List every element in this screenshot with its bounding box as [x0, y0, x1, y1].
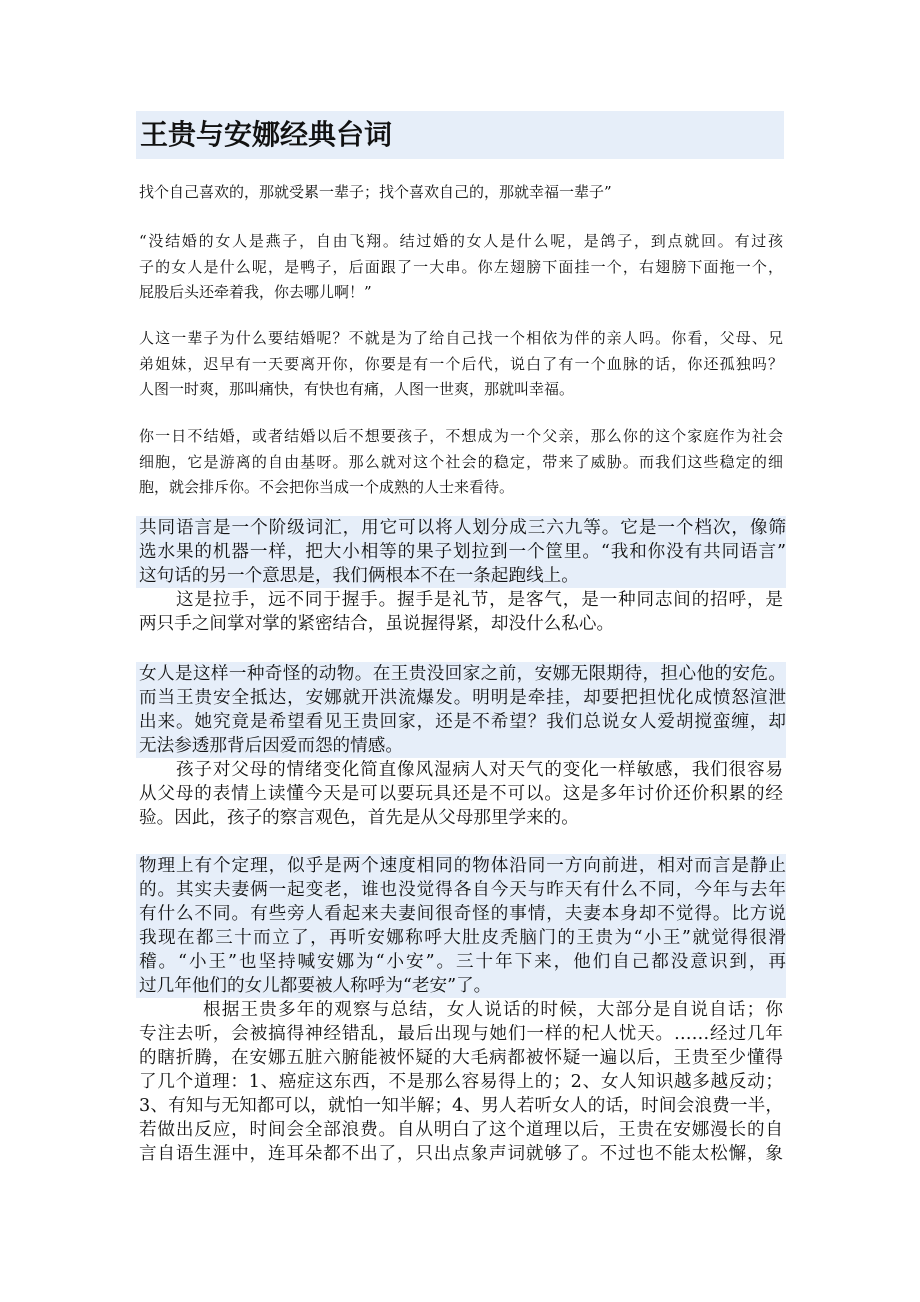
highlighted-paragraph — [136, 662, 786, 758]
text-line: 了几个道理：1、癌症这东西，不是那么容易得上的；2、女人知识越多越反动； — [139, 1072, 783, 1092]
text-line: 从父母的表情上读懂今天是可以要玩具还是不可以。这是多年讨价还价积累的经 — [139, 784, 783, 804]
text-line: 过几年他们的女儿都要被人称呼为“老安”了。 — [139, 976, 492, 996]
paragraph — [139, 424, 783, 501]
text-line: 根据王贵多年的观察与总结，女人说话的时候，大部分是自说自话；你 — [203, 1000, 783, 1020]
paragraph — [139, 998, 783, 1166]
text-line: 出来。她究竟是希望看见王贵回家，还是不希望？我们总说女人爱胡搅蛮缠，却 — [139, 712, 786, 732]
text-line: 这是拉手，远不同于握手。握手是礼节，是客气，是一种同志间的招呼，是 — [176, 590, 783, 610]
text-line: 的。其实夫妻俩一起变老，谁也没觉得各自今天与昨天有什么不同，今年与去年 — [139, 880, 786, 900]
text-line: 找个自己喜欢的，那就受累一辈子；找个喜欢自己的，那就幸福一辈子” — [139, 183, 612, 201]
text-line: 若做出反应，时间会全部浪费。自从明白了这个道理以后，王贵在安娜漫长的自 — [139, 1120, 783, 1140]
text-line: 女人是这样一种奇怪的动物。在王贵没回家之前，安娜无限期待，担心他的安危。 — [139, 664, 786, 684]
text-line: 子的女人是什么呢，是鸭子，后面跟了一大串。你左翅膀下面挂一个，右翅膀下面拖一个， — [139, 257, 783, 276]
text-line: 弟姐妹，迟早有一天要离开你，你要是有一个后代，说白了有一个血脉的话，你还孤独吗？ — [139, 354, 783, 373]
text-line: “没结婚的女人是燕子，自由飞翔。结过婚的女人是什么呢，是鸽子，到点就回。有过孩 — [139, 232, 783, 250]
text-line: 验。因此，孩子的察言观色，首先是从父母那里学来的。 — [139, 808, 579, 828]
paragraph — [139, 326, 783, 403]
paragraph — [139, 229, 783, 306]
text-line: 稽。“小王”也坚持喊安娜为“小安”。三十年下来，他们自己都没意识到，再 — [139, 952, 786, 972]
text-line: 胞，就会排斥你。不会把你当成一个成熟的人士来看待。 — [139, 478, 515, 496]
text-line: 这句话的另一个意思是，我们俩根本不在一条起跑线上。 — [139, 566, 579, 586]
text-line: 物理上有个定理，似乎是两个速度相同的物体沿同一方向前进，相对而言是静止 — [139, 856, 786, 876]
text-line: 人图一时爽，那叫痛快，有快也有痛，人图一世爽，那就叫幸福。 — [139, 380, 575, 398]
paragraph — [139, 758, 783, 830]
text-line: 孩子对父母的情绪变化简直像风湿病人对天气的变化一样敏感，我们很容易 — [176, 760, 783, 780]
text-line: 你一日不结婚，或者结婚以后不想要孩子，不想成为一个父亲，那么你的这个家庭作为社会 — [139, 427, 783, 445]
text-line: 有什么不同。有些旁人看起来夫妻间很奇怪的事情，夫妻本身却不觉得。比方说 — [139, 904, 786, 924]
text-line: 而当王贵安全抵达，安娜就开洪流爆发。明明是牵挂，却要把担忧化成愤怒渲泄 — [139, 688, 786, 708]
text-line: 屁股后头还牵着我，你去哪儿啊！” — [139, 283, 372, 301]
text-line: 专注去听，会被搞得神经错乱，最后出现与她们一样的杞人忧天。……经过几年 — [139, 1024, 783, 1044]
text-line: 无法参透那背后因爱而怨的情感。 — [139, 736, 403, 756]
text-line: 的瞎折腾，在安娜五脏六腑能被怀疑的大毛病都被怀疑一遍以后，王贵至少懂得 — [139, 1048, 783, 1068]
paragraph — [139, 588, 783, 636]
highlighted-paragraph — [136, 854, 786, 998]
text-line: 我现在都三十而立了，再听安娜称呼大肚皮秃脑门的王贵为“小王”就觉得很滑 — [139, 928, 786, 948]
text-line: 言自语生涯中，连耳朵都不出了，只出点象声词就够了。不过也不能太松懈，象 — [139, 1144, 783, 1164]
text-line: 两只手之间掌对掌的紧密结合，虽说握得紧，却没什么私心。 — [139, 614, 615, 634]
text-line: 共同语言是一个阶级词汇，用它可以将人划分成三六九等。它是一个档次，像筛 — [139, 518, 786, 538]
highlighted-paragraph — [136, 516, 786, 588]
text-line: 细胞，它是游离的自由基呀。那么就对这个社会的稳定，带来了威胁。而我们这些稳定的细 — [139, 452, 783, 471]
text-line: 人这一辈子为什么要结婚呢？不就是为了给自己找一个相依为伴的亲人吗。你看，父母、兄 — [139, 329, 783, 347]
text-line: 3、有知与无知都可以，就怕一知半解；4、男人若听女人的话，时间会浪费一半， — [139, 1096, 783, 1116]
text-line: 选水果的机器一样，把大小相等的果子划拉到一个筐里。“我和你没有共同语言” — [139, 542, 786, 562]
page-title: 王贵与安娜经典台词 — [140, 118, 393, 151]
paragraph — [139, 180, 783, 206]
